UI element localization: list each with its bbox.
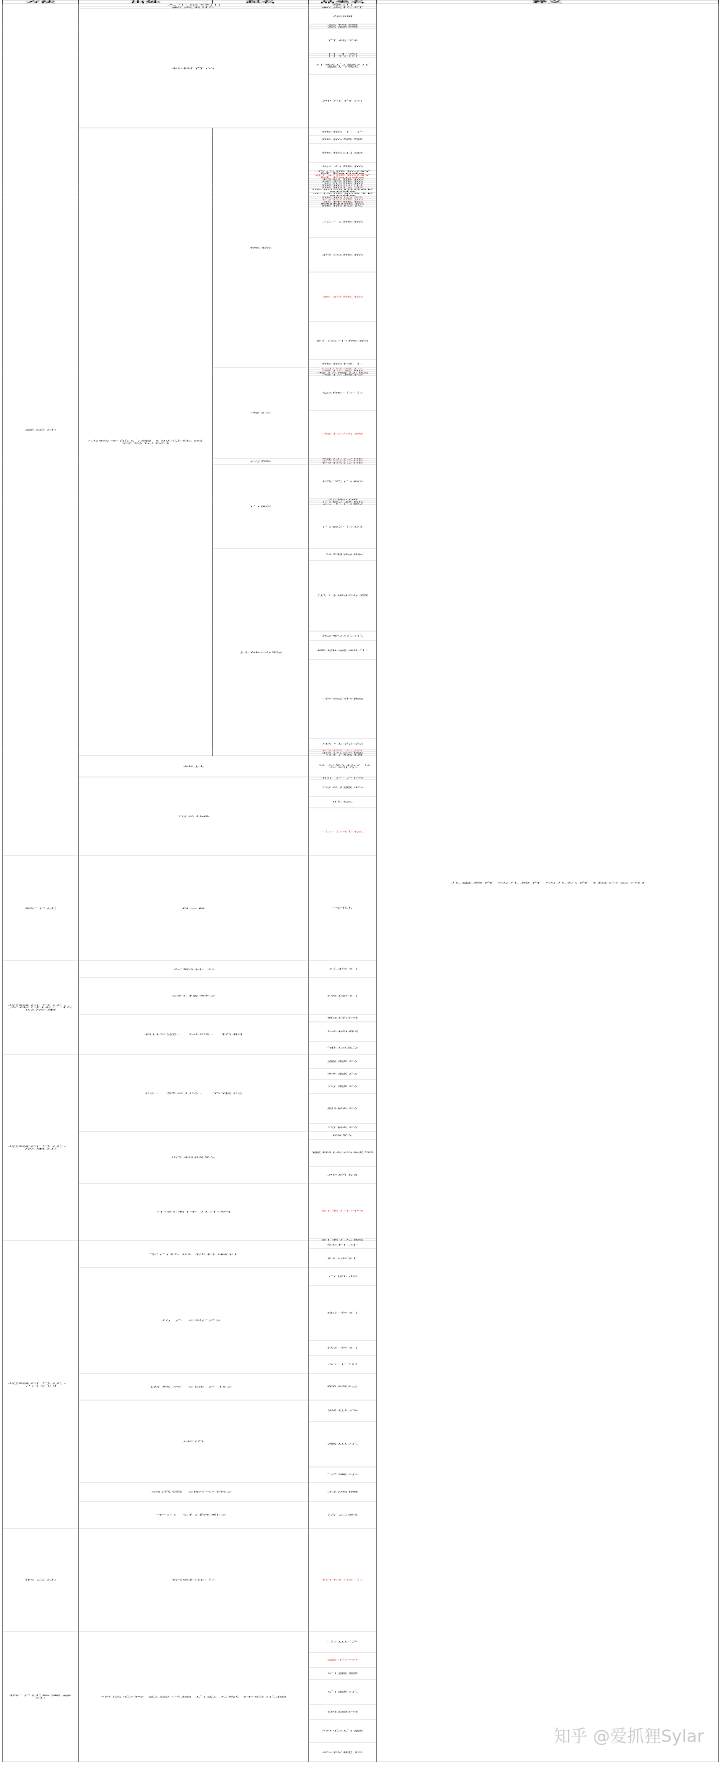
name-cell[interactable]: 凤栖桐 bbox=[309, 1022, 377, 1041]
name-cell[interactable]: 嘉树圃 bbox=[309, 24, 377, 26]
name-cell[interactable]: 熊猫雨果 bbox=[309, 144, 377, 163]
subsource-cell[interactable]: 浣熊 bbox=[213, 458, 309, 464]
name-cell[interactable]: 飞行猪猪 bbox=[309, 754, 377, 756]
name-cell[interactable]: 童心塑 bbox=[309, 1652, 377, 1667]
name-cell[interactable]: 考拉教授 bbox=[309, 374, 377, 376]
name-cell[interactable]: 波特 bbox=[309, 1132, 377, 1140]
name-cell[interactable]: 熊猫校长 bbox=[309, 205, 377, 207]
source-cell[interactable]: 刘禹锡《陋室铭》 bbox=[79, 1482, 309, 1501]
name-cell[interactable]: 启童慧 bbox=[309, 1668, 377, 1680]
subsource-cell[interactable]: 白鲸 bbox=[213, 464, 309, 549]
name-cell[interactable]: 驻忆 bbox=[309, 796, 377, 808]
name-cell[interactable]: 奇慧岛 bbox=[309, 1080, 377, 1093]
name-cell[interactable]: 塑心启慧 bbox=[309, 1720, 377, 1743]
name-cell[interactable]: 奇幻童心 bbox=[309, 779, 377, 796]
source-cell[interactable]: 李白《行路难》 bbox=[79, 1502, 309, 1529]
name-cell[interactable]: 拇指熊猫 bbox=[309, 199, 377, 201]
name-cell[interactable]: 华圃 bbox=[309, 9, 377, 24]
watermark: 知乎 @爱抓狸Sylar bbox=[553, 1727, 704, 1747]
name-cell[interactable]: 云上白鲸 bbox=[309, 503, 377, 505]
name-cell[interactable]: 考拉老师 bbox=[309, 370, 377, 372]
name-cell[interactable]: 育花谷 bbox=[309, 28, 377, 53]
name-cell[interactable]: 锲金石 bbox=[309, 1341, 377, 1356]
header-category[interactable]: 品类名 bbox=[309, 0, 377, 3]
name-cell[interactable]: 神盾局 bbox=[309, 1166, 377, 1183]
name-cell[interactable]: 飞天特快/飞天列车 bbox=[309, 756, 377, 777]
method-cell[interactable]: 数字法 bbox=[3, 856, 79, 961]
source-cell[interactable]: 荀子《劝学》 bbox=[79, 1268, 309, 1373]
name-cell[interactable]: 微笑白鲸 bbox=[309, 464, 377, 498]
name-cell[interactable]: 青胜蓝 bbox=[309, 1268, 377, 1285]
source-cell[interactable]: 种树育苗 bbox=[79, 9, 309, 128]
name-cell[interactable]: 红帽小鸭 bbox=[309, 1183, 377, 1238]
naming-table bbox=[2, 0, 719, 1762]
name-cell[interactable]: 熊猫攀攀 bbox=[309, 136, 377, 144]
name-cell[interactable]: 无忧熊猫51Panda bbox=[309, 193, 377, 197]
name-cell[interactable]: 拇指大象 bbox=[309, 750, 377, 752]
method-cell[interactable]: 超级符号法：故事法 bbox=[3, 1055, 79, 1241]
name-cell[interactable]: 嘉慧圃 bbox=[309, 26, 377, 28]
name-cell[interactable]: 抱璞园 bbox=[309, 1014, 377, 1022]
source-cell[interactable]: 女娲补天 bbox=[79, 961, 309, 978]
method-cell[interactable]: 意象法 bbox=[3, 4, 79, 856]
name-cell[interactable]: 积木熊猫GYM Panda bbox=[309, 174, 377, 178]
name-cell[interactable]: 金领企鹅 bbox=[309, 660, 377, 738]
name-cell[interactable]: 魔法浣熊 bbox=[309, 458, 377, 460]
source-cell[interactable]: 人生是登山 bbox=[79, 4, 309, 7]
name-cell[interactable]: 零陆 bbox=[309, 856, 377, 961]
name-cell[interactable]: 变形熊猫 bbox=[309, 183, 377, 185]
source-cell[interactable]: 薪火相传 bbox=[79, 6, 309, 9]
name-cell[interactable]: 静致远 bbox=[309, 1373, 377, 1400]
table-body bbox=[3, 4, 719, 1762]
source-cell[interactable]: 小红帽+丑小鸭 bbox=[79, 1183, 309, 1240]
name-cell[interactable]: 红帽天鹅 bbox=[309, 1239, 377, 1241]
name-cell[interactable]: 元气熊猫 bbox=[309, 207, 377, 238]
name-cell[interactable]: MINI熊猫 bbox=[309, 203, 377, 205]
source-cell[interactable]: 奇幻感 bbox=[79, 777, 309, 856]
name-cell[interactable]: 贤思齐 bbox=[309, 1400, 377, 1421]
name-cell[interactable]: 骐跃岛 bbox=[309, 1093, 377, 1124]
name-cell[interactable]: 熊猫博士 bbox=[309, 360, 377, 368]
name-cell[interactable]: 创趣园 bbox=[309, 1704, 377, 1719]
name-cell[interactable]: 薪火传灯 bbox=[309, 6, 377, 9]
source-cell[interactable]: 《红楼梦》 bbox=[79, 978, 309, 1014]
method-cell[interactable]: 拆字法&寓意法 bbox=[3, 1631, 79, 1762]
name-cell[interactable]: 砺金石 bbox=[309, 1285, 377, 1340]
name-cell[interactable]: 拇指浣熊 bbox=[309, 462, 377, 464]
name-cell[interactable]: 铁杵斗 bbox=[309, 1241, 377, 1249]
name-cell[interactable]: 雏凤院 bbox=[309, 1041, 377, 1054]
name-cell[interactable]: 宝思学 bbox=[309, 1631, 377, 1652]
name-cell[interactable]: 彩虹熊猫 bbox=[309, 178, 377, 180]
name-cell[interactable]: 开赋启慧/开慧启赋 bbox=[309, 57, 377, 74]
method-cell[interactable]: 超级符号法：文化母体、传说故事 bbox=[3, 961, 79, 1055]
name-cell[interactable]: 养鲸池 bbox=[309, 499, 377, 501]
name-cell[interactable]: 熊猫领路06Panda bbox=[309, 189, 377, 193]
name-cell[interactable]: 启慧乐 bbox=[309, 1679, 377, 1704]
name-cell[interactable]: 迷彩熊猫 bbox=[309, 180, 377, 182]
name-cell[interactable]: 原力熊猫 bbox=[309, 163, 377, 171]
name-cell[interactable]: 宝宝驻忆 bbox=[309, 808, 377, 856]
name-cell[interactable]: 彩色萨摩 bbox=[309, 752, 377, 754]
source-cell[interactable]: 和氏璧、凤凰、梧桐 bbox=[79, 1014, 309, 1054]
subsource-cell[interactable]: 熊猫 bbox=[213, 128, 309, 368]
name-cell[interactable]: 黑马驹幼教 bbox=[309, 560, 377, 631]
category-cell[interactable]: 儿童教育 幼儿教育 幼儿培育 (投资公司) bbox=[377, 4, 719, 1762]
name-cell[interactable]: 育竹山 bbox=[309, 55, 377, 57]
name-cell[interactable]: 黑马奔奔 bbox=[309, 738, 377, 750]
name-cell[interactable]: 考拉幼教 bbox=[309, 410, 377, 458]
name-cell[interactable]: 考拉魔法师 bbox=[309, 372, 377, 374]
source-cell[interactable]: 动物+前后缀 (视觉化更容易记忆) bbox=[79, 128, 213, 756]
source-cell[interactable]: 成语 bbox=[79, 1400, 309, 1482]
name-cell[interactable]: 闪电考拉 bbox=[309, 368, 377, 370]
name-cell[interactable]: 至千里 bbox=[309, 1356, 377, 1373]
name-cell[interactable]: 茶杯熊猫 bbox=[309, 201, 377, 203]
name-cell[interactable]: 熊猫造梦 bbox=[309, 197, 377, 199]
method-cell[interactable]: 超级符号法：古诗词 bbox=[3, 1241, 79, 1528]
name-cell[interactable]: 攀山 bbox=[309, 4, 377, 7]
name-cell[interactable]: 招材进宝 bbox=[309, 1528, 377, 1631]
header-name[interactable]: 起名 bbox=[213, 0, 309, 3]
name-cell[interactable]: 熊猫浮水 bbox=[309, 187, 377, 189]
header-source[interactable]: 出处 bbox=[79, 0, 213, 3]
source-cell[interactable]: 招财进宝 bbox=[79, 1528, 309, 1631]
name-cell[interactable]: 奇跃岛 bbox=[309, 1124, 377, 1132]
source-cell[interactable]: 岛、梦幻岛、金银岛 bbox=[79, 1055, 309, 1132]
name-cell[interactable]: 飞翔海豚 bbox=[309, 549, 377, 561]
name-cell[interactable]: 熊猫王子 bbox=[309, 128, 377, 136]
source-cell[interactable]: 诸葛亮《诫子书》 bbox=[79, 1373, 309, 1400]
name-cell[interactable]: 学寓乐 bbox=[309, 1467, 377, 1482]
name-cell[interactable]: 彩色浣熊 bbox=[309, 460, 377, 462]
name-cell[interactable]: 雄鹿爱迪生 bbox=[309, 641, 377, 660]
header-method[interactable]: 方法 bbox=[3, 0, 79, 3]
name-cell[interactable]: 五彩石 bbox=[309, 961, 377, 978]
name-cell[interactable]: 红色小熊猫 bbox=[309, 322, 377, 360]
name-cell[interactable]: 海豹乐乐 bbox=[309, 631, 377, 641]
method-cell[interactable]: 谐音法 bbox=[3, 1528, 79, 1631]
name-cell[interactable]: 心智健长 bbox=[309, 1743, 377, 1762]
name-cell[interactable]: 熊猫冲浪 bbox=[309, 185, 377, 187]
source-cell[interactable]: 载具 bbox=[79, 756, 309, 777]
name-cell[interactable]: 梦慧岛 bbox=[309, 1068, 377, 1080]
source-cell[interactable]: 0~6 bbox=[79, 856, 309, 961]
name-cell[interactable]: 育才苑 bbox=[309, 53, 377, 55]
name-cell[interactable]: 济云帆 bbox=[309, 1502, 377, 1529]
name-cell[interactable]: 袋熊宝宝 bbox=[309, 376, 377, 410]
name-cell[interactable]: 霍格沃茨城堡 bbox=[309, 1139, 377, 1166]
name-cell[interactable]: 对鸿儒 bbox=[309, 1482, 377, 1501]
name-cell[interactable]: 多彩熊猫 bbox=[309, 272, 377, 322]
source-cell[interactable]: 李白传说 铁杵磨针 bbox=[79, 1241, 309, 1268]
name-cell[interactable]: 寓思乐 bbox=[309, 1421, 377, 1467]
source-cell[interactable]: 塑造心智 发现兴趣 启发天赋 体验乐趣 bbox=[79, 1631, 309, 1762]
subsource-cell[interactable]: 考拉 bbox=[213, 368, 309, 458]
source-cell[interactable]: 哈利波特 bbox=[79, 1132, 309, 1184]
name-cell[interactable]: 神舟育苗 bbox=[309, 74, 377, 127]
name-cell[interactable]: 童慧岛 bbox=[309, 1055, 377, 1068]
name-cell[interactable]: 金色熊猫GYM Panda bbox=[309, 170, 377, 174]
name-cell[interactable]: 彩色熊猫 bbox=[309, 238, 377, 272]
name-cell[interactable]: 白鲸宝贝 bbox=[309, 505, 377, 549]
name-cell[interactable]: 杵成针 bbox=[309, 1249, 377, 1268]
subsource-cell[interactable]: 其他动物 bbox=[213, 549, 309, 756]
name-cell[interactable]: 白鲸老师 bbox=[309, 501, 377, 503]
name-cell[interactable]: 仙子学园 bbox=[309, 777, 377, 779]
name-cell[interactable]: 瑛珠石 bbox=[309, 978, 377, 1014]
header-definition[interactable]: 释义 bbox=[377, 0, 719, 3]
